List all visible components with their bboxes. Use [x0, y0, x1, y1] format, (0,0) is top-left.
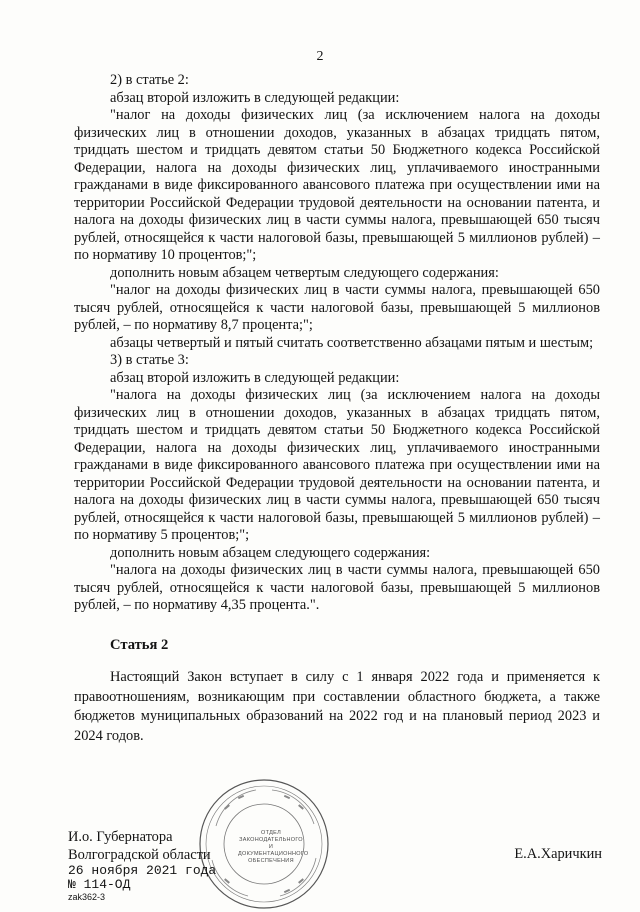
paragraph: абзац второй изложить в следующей редакции: — [110, 89, 400, 106]
paragraph: "налог на доходы физических лиц в части суммы налога, превышающей 650 тысяч рублей, относящейся к части налоговой базы, превышающей 5 миллионов рублей, – по нормативу 8,7 процента;"; — [74, 282, 600, 333]
stamp-inscription — [238, 830, 309, 865]
paragraph: "налога на доходы физических лиц (за исключением налога на доходы физических лиц в отношении доходов, указанных в абзацах тридцать пятом, тридцать шестом и тридцать девятом статьи 50 Бюджетного кодекса Российской Федерации, налога на доходы физических лиц, уплачиваемого иностранными гражданами в виде фиксированного авансового платежа при осуществлении ими на территории Российской Федерации трудовой деятельности на основании патента, и налога на доходы физических лиц в части суммы налога, превышающей 650 тысяч рублей, относящейся к части налоговой базы, превышающей 5 миллионов рублей) – по нормативу 5 процентов;"; — [74, 387, 600, 543]
page-number: 2 — [316, 49, 324, 64]
paragraph: 3) в статье 3: — [110, 352, 189, 368]
signatory-name: Е.А.Харичкин — [514, 846, 602, 862]
stamp-line: ОБЕСПЕЧЕНИЯ — [248, 858, 294, 864]
paragraph: дополнить новым абзацем четвертым следующего содержания: — [110, 264, 499, 281]
stamp-line: ЗАКОНОДАТЕЛЬНОГО И — [239, 837, 303, 850]
article-text: Настоящий Закон вступает в силу с 1 января 2022 года и применяется к правоотношениям, возникающим при составлении областного бюджета, а также бюджетов муниципальных образований на 2022 год и на плановый период 2023 и 2024 годов. — [74, 669, 600, 744]
paragraph: 2) в статье 2: — [110, 72, 189, 88]
position-line: Волгоградской области — [68, 847, 211, 863]
stamp-line: ОТДЕЛ — [261, 830, 281, 836]
paragraph: "налога на доходы физических лиц в части суммы налога, превышающей 650 тысяч рублей, относящейся к части налоговой базы, превышающей 5 миллионов рублей, – по нормативу 4,35 процента.". — [74, 562, 600, 613]
stamp-line: ДОКУМЕНТАЦИОННОГО — [238, 851, 309, 857]
paragraph: дополнить новым абзацем следующего содержания: — [110, 544, 431, 561]
paragraph: абзацы четвертый и пятый считать соответственно абзацами пятым и шестым; — [110, 334, 594, 351]
paragraph: "налог на доходы физических лиц (за исключением налога на доходы физических лиц в отношении доходов, указанных в абзацах тридцать пятом, тридцать шестом и тридцать девятом статьи 50 Бюджетного кодекса Российской Федерации, налога на доходы физических лиц, уплачиваемого иностранными гражданами в виде фиксированного авансового платежа при осуществлении ими на территории Российской Федерации трудовой деятельности на основании патента, и налога на доходы физических лиц в части суммы налога, превышающей 650 тысяч рублей, относящейся к части налоговой базы, превышающей 5 миллионов рублей) – по нормативу 10 процентов;"; — [74, 107, 600, 263]
law-number: № 114-ОД — [68, 877, 131, 892]
law-date-number — [68, 864, 216, 892]
signatory-position — [68, 828, 211, 864]
document-code: zak362-3 — [68, 892, 106, 902]
document-body — [74, 72, 600, 746]
position-line: И.о. Губернатора — [68, 829, 173, 845]
law-date: 26 ноября 2021 года — [68, 863, 217, 878]
paragraph: абзац второй изложить в следующей редакции: — [110, 369, 400, 386]
article-heading: Статья 2 — [110, 636, 169, 653]
